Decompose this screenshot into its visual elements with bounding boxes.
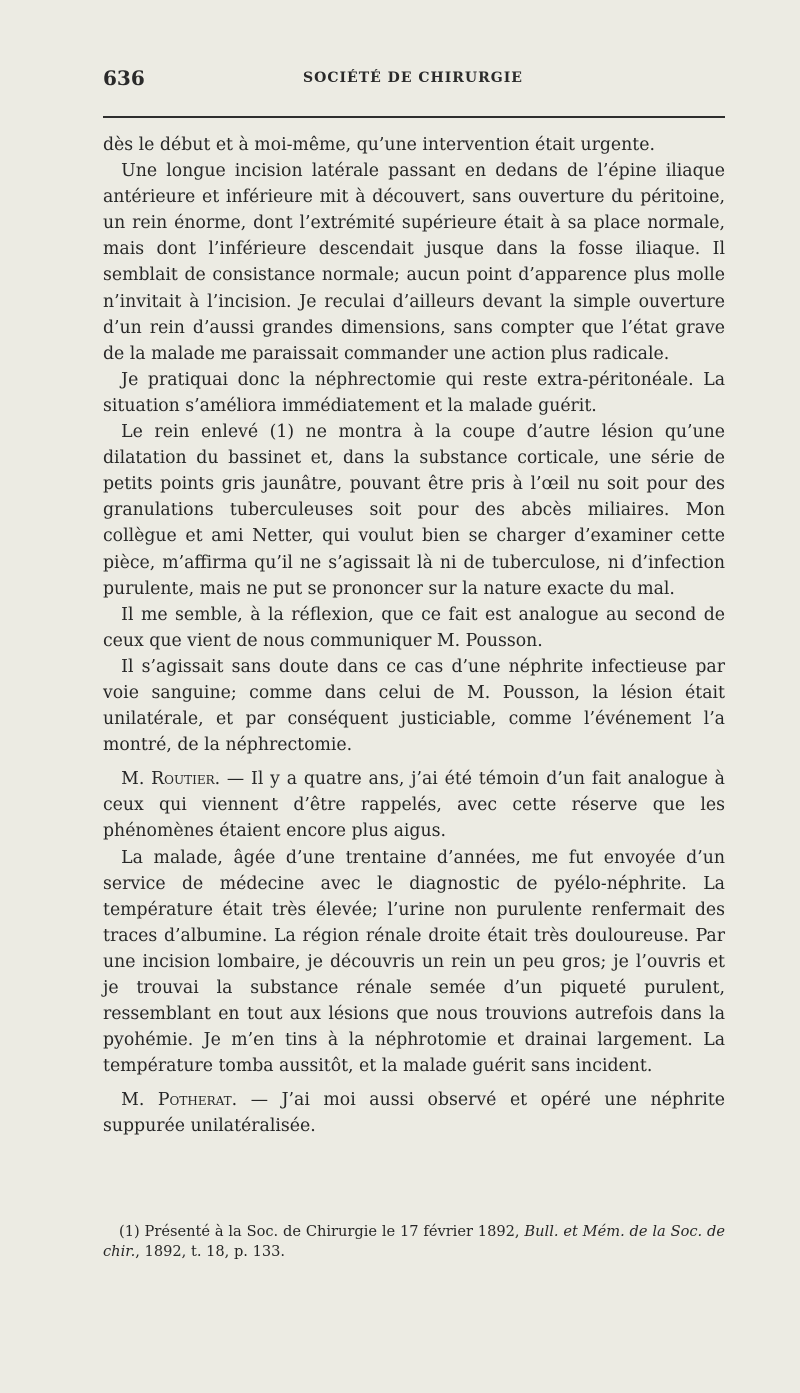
body-text <box>103 132 725 1140</box>
speaker-name-routier: Routier. <box>151 769 221 790</box>
speaker-paragraph-potherat <box>103 1087 725 1139</box>
speaker-text: — Il y a quatre ans, j’ai été témoin d’un fait analogue à ceux qui viennent d’être rappelés, avec cette réserve que les phénomènes étaient encore plus aigus. <box>103 769 725 842</box>
paragraph: Le rein enlevé (1) ne montra à la coupe d’autre lésion qu’une dilatation du bassinet et, dans la substance corticale, une série de petits points gris jaunâtre, pouvant être pris à l’œil nu soit pour des granulations tuberculeuses soit pour des abcès miliaires. Mon collègue et ami Netter, qui voulut bien se charger d’examiner cette pièce, m’affirma qu’il ne s’agissait là ni de tuberculose, ni d’infection purulente, mais ne put se prononcer sur la nature exacte du mal. <box>103 422 725 599</box>
paragraph: Il s’agissait sans doute dans ce cas d’une néphrite infectieuse par voie sanguine; comme dans celui de M. Pousson, la lésion était unilatérale, et par conséquent justiciable, comme l’événement l’a montré, de la néphrectomie. <box>103 656 725 756</box>
paragraph: dès le début et à moi-même, qu’une intervention était urgente. <box>103 135 655 155</box>
paragraph: La malade, âgée d’une trentaine d’années, me fut envoyée d’un service de médecine avec le diagnostic de pyélo-néphrite. La température était très élevée; l’urine non purulente renfermait des traces d’albumine. La région rénale droite était très douloureuse. Par une incision lombaire, je découvris un rein un peu gros; je l’ouvris et je trouvai la substance rénale semée d’un piqueté purulent, ressemblant en tout aux lésions que nous trouvions autrefois dans la pyohémie. Je m’en tins à la néphrotomie et drainai largement. La température tomba aussitôt, et la malade guérit sans incident. <box>103 847 725 1077</box>
speaker-prefix: M. <box>121 769 152 790</box>
speaker-paragraph-routier <box>103 766 725 844</box>
page-number: 636 <box>103 66 145 90</box>
running-head: SOCIÉTÉ DE CHIRURGIE <box>303 70 523 86</box>
paragraph: Une longue incision latérale passant en dedans de l’épine iliaque antérieure et inférieure mit à découvert, sans ouverture du péritoine, un rein énorme, dont l’extrémité supérieure était à sa place normale, mais dont l’inférieure descendait jusque dans la fosse iliaque. Il semblait de consistance normale; aucun point d’apparence plus molle n’invitait à l’incision. Je reculai d’ailleurs devant la simple ouverture d’un rein d’aussi grandes dimensions, sans compter que l’état grave de la malade me paraissait commander une action plus radicale. <box>103 161 725 364</box>
paragraph: Je pratiquai donc la néphrectomie qui reste extra-péritonéale. La situation s’améliora immédiatement et la malade guérit. <box>103 369 725 416</box>
footnote-text: (1) Présenté à la Soc. de Chirurgie le 17 février 1892, <box>119 1223 525 1240</box>
speaker-name-potherat: Potherat. <box>157 1090 238 1111</box>
header-rule <box>103 116 725 118</box>
speaker-prefix: M. <box>121 1090 158 1111</box>
footnote <box>103 1222 725 1261</box>
speaker-text: — J’ai moi aussi observé et opéré une néphrite suppurée unilatéralisée. <box>103 1090 725 1137</box>
footnote-journal: Bull. et Mém. de la Soc. de chir. <box>103 1223 725 1260</box>
page-header <box>103 66 723 96</box>
footnote-citation: , 1892, t. 18, p. 133. <box>135 1242 286 1260</box>
paragraph: Il me semble, à la réflexion, que ce fait est analogue au second de ceux que vient de nous communiquer M. Pousson. <box>103 604 725 651</box>
